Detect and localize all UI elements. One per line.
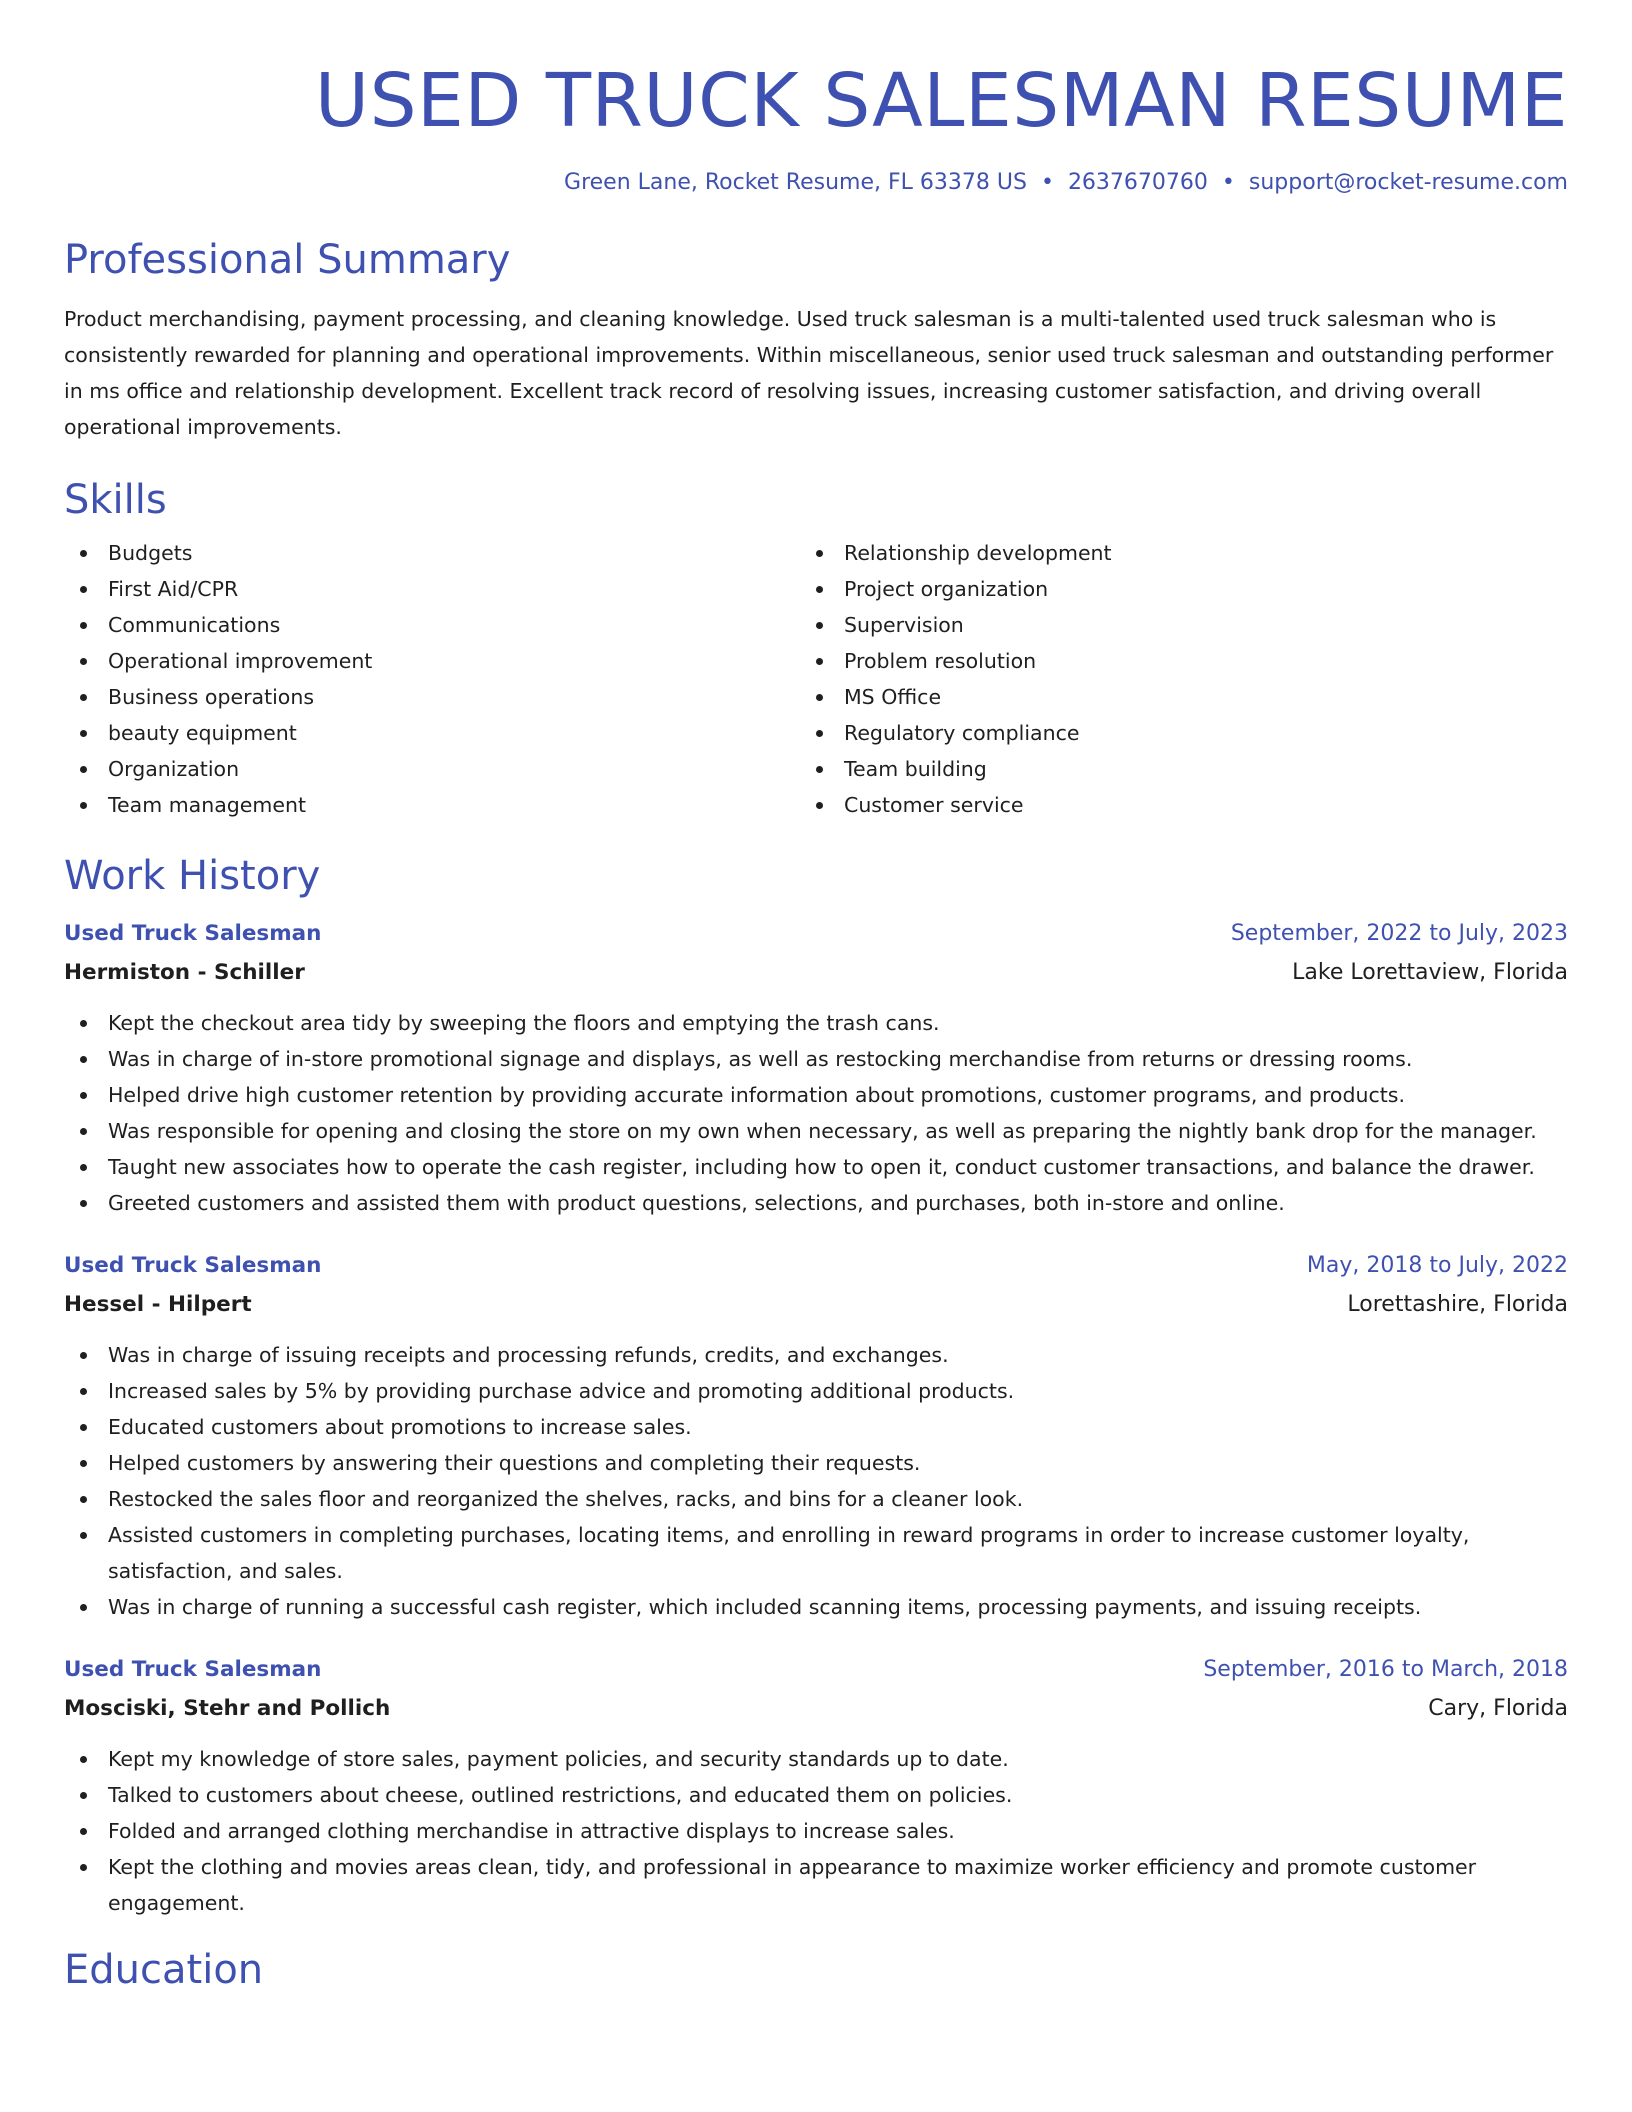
job-company: Hermiston - Schiller [64,960,305,985]
skill-item: Team management [64,787,800,823]
job-header [64,1247,1568,1285]
job-bullet: Greeted customers and assisted them with product questions, selections, and purchases, both in-store and online. [64,1185,1568,1221]
skill-item: MS Office [800,679,1560,715]
skill-item: Problem resolution [800,643,1560,679]
skill-item: Team building [800,751,1560,787]
job-bullet: Educated customers about promotions to increase sales. [64,1409,1568,1445]
job-title: Used Truck Salesman [64,921,322,946]
education-heading: Education [64,1947,264,1993]
job-dates: September, 2022 to July, 2023 [1230,921,1568,946]
job-subheader [64,953,1568,993]
job-header [64,1651,1568,1689]
job-subheader [64,1689,1568,1729]
summary-heading: Professional Summary [64,237,511,283]
skill-item: Regulatory compliance [800,715,1560,751]
skill-item: First Aid/CPR [64,571,800,607]
email-link[interactable]: support@rocket-resume.com [1248,170,1568,195]
job-bullets [64,1741,1568,1921]
skills-grid [64,535,1568,823]
contact-separator: • [1040,170,1054,195]
skill-item: Relationship development [800,535,1560,571]
skill-item: Customer service [800,787,1560,823]
job-bullet: Was in charge of running a successful cash register, which included scanning items, processing payments, and issuing receipts. [64,1589,1568,1625]
skills-heading: Skills [64,477,167,523]
resume-title: USED TRUCK SALESMAN RESUME [314,58,1568,144]
address: Green Lane, Rocket Resume, FL 63378 US [564,170,1027,195]
phone: 2637670760 [1067,170,1208,195]
job-bullets [64,1005,1568,1221]
job-title: Used Truck Salesman [64,1657,322,1682]
contact-separator: • [1221,170,1235,195]
contact-line [64,170,1568,195]
skill-item: Organization [64,751,800,787]
job-location: Cary, Florida [1428,1696,1568,1721]
job-bullet: Kept the checkout area tidy by sweeping the floors and emptying the trash cans. [64,1005,1568,1041]
skill-item: Project organization [800,571,1560,607]
skill-item: Supervision [800,607,1560,643]
job-bullet: Was in charge of issuing receipts and processing refunds, credits, and exchanges. [64,1337,1568,1373]
job-header [64,915,1568,953]
job-bullet: Increased sales by 5% by providing purchase advice and promoting additional products. [64,1373,1568,1409]
job-bullet: Restocked the sales floor and reorganized the shelves, racks, and bins for a cleaner look. [64,1481,1568,1517]
job-subheader [64,1285,1568,1325]
skills-list-right [800,535,1560,823]
job-company: Hessel - Hilpert [64,1292,252,1317]
job-location: Lake Lorettaview, Florida [1292,960,1568,985]
job-entry [64,1651,1568,1921]
job-bullet: Kept the clothing and movies areas clean, tidy, and professional in appearance to maximize worker efficiency and promote customer engagement. [64,1849,1568,1921]
skill-item: beauty equipment [64,715,800,751]
skill-item: Budgets [64,535,800,571]
skill-item: Communications [64,607,800,643]
skill-item: Operational improvement [64,643,800,679]
job-bullets [64,1337,1568,1625]
job-bullet: Was responsible for opening and closing the store on my own when necessary, as well as preparing the nightly bank drop for the manager. [64,1113,1568,1149]
job-entry [64,1247,1568,1625]
job-bullet: Talked to customers about cheese, outlined restrictions, and educated them on policies. [64,1777,1568,1813]
job-bullet: Taught new associates how to operate the cash register, including how to open it, conduct customer transactions, and balance the drawer. [64,1149,1568,1185]
job-bullet: Folded and arranged clothing merchandise in attractive displays to increase sales. [64,1813,1568,1849]
job-title: Used Truck Salesman [64,1253,322,1278]
job-bullet: Kept my knowledge of store sales, payment policies, and security standards up to date. [64,1741,1568,1777]
work-history-heading: Work History [64,853,321,899]
job-bullet: Helped drive high customer retention by providing accurate information about promotions, customer programs, and products. [64,1077,1568,1113]
job-entry [64,915,1568,1221]
skills-list-left [64,535,800,823]
job-bullet: Helped customers by answering their questions and completing their requests. [64,1445,1568,1481]
job-dates: September, 2016 to March, 2018 [1203,1657,1568,1682]
skill-item: Business operations [64,679,800,715]
job-company: Mosciski, Stehr and Pollich [64,1696,391,1721]
job-location: Lorettashire, Florida [1347,1292,1568,1317]
job-dates: May, 2018 to July, 2022 [1306,1253,1568,1278]
job-bullet: Assisted customers in completing purchases, locating items, and enrolling in reward programs in order to increase customer loyalty, satisfaction, and sales. [64,1517,1568,1589]
summary-text: Product merchandising, payment processing, and cleaning knowledge. Used truck salesman is a multi-talented used truck salesman who is consistently rewarded for planning and operational improvements. Within miscellaneous, senior used truck salesman and outstanding performer in ms office and relationship development. Excellent track record of resolving issues, increasing customer satisfaction, and driving overall operational improvements. [64,307,1554,439]
job-bullet: Was in charge of in-store promotional signage and displays, as well as restocking merchandise from returns or dressing rooms. [64,1041,1568,1077]
